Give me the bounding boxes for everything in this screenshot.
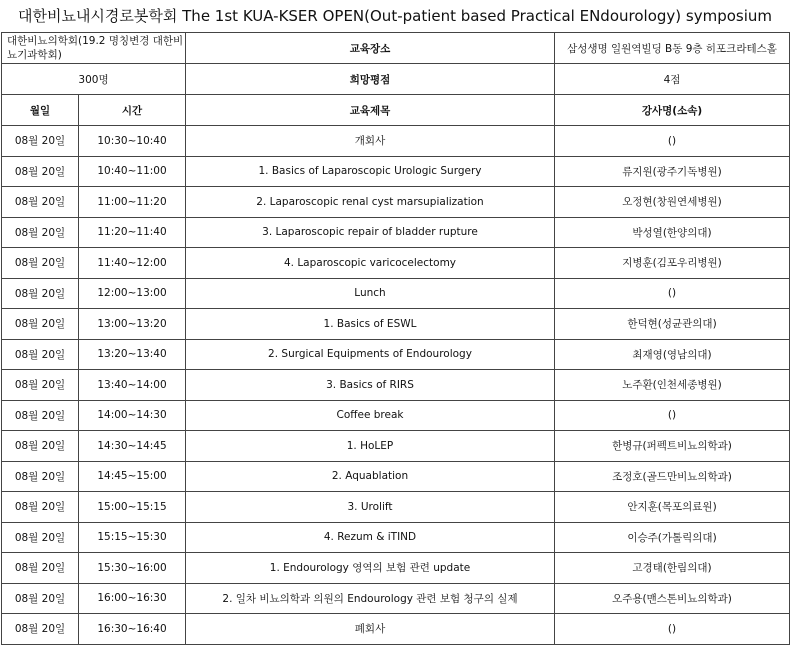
date-cell: 08월 20일 xyxy=(2,278,79,309)
time-cell: 15:30~16:00 xyxy=(79,553,186,584)
date-cell: 08월 20일 xyxy=(2,339,79,370)
time-cell: 13:20~13:40 xyxy=(79,339,186,370)
speaker-cell: 지병훈(김포우리병원) xyxy=(555,248,790,279)
table-row xyxy=(2,126,790,157)
date-cell: 08월 20일 xyxy=(2,522,79,553)
date-cell: 08월 20일 xyxy=(2,126,79,157)
table-row xyxy=(2,492,790,523)
time-cell: 14:00~14:30 xyxy=(79,400,186,431)
table-row xyxy=(2,156,790,187)
topic-cell: 2. 일차 비뇨의학과 의원의 Endourology 관련 보험 청구의 실제 xyxy=(186,583,555,614)
credit-value: 4점 xyxy=(555,64,790,95)
table-row xyxy=(2,553,790,584)
topic-cell: Coffee break xyxy=(186,400,555,431)
table-row xyxy=(2,217,790,248)
time-cell: 12:00~13:00 xyxy=(79,278,186,309)
speaker-cell: 한덕현(성균관의대) xyxy=(555,309,790,340)
topic-cell: 1. Basics of Laparoscopic Urologic Surgery xyxy=(186,156,555,187)
speaker-cell: 류지원(광주기독병원) xyxy=(555,156,790,187)
topic-cell: 1. Endourology 영역의 보험 관련 update xyxy=(186,553,555,584)
topic-cell: 4. Laparoscopic varicocelectomy xyxy=(186,248,555,279)
time-cell: 11:20~11:40 xyxy=(79,217,186,248)
date-cell: 08월 20일 xyxy=(2,492,79,523)
schedule-rows xyxy=(2,126,790,645)
speaker-cell: () xyxy=(555,126,790,157)
time-cell: 10:40~11:00 xyxy=(79,156,186,187)
organizer-cell: 대한비뇨의학회(19.2 명칭변경 대한비뇨기과학회) xyxy=(2,33,186,64)
time-cell: 13:40~14:00 xyxy=(79,370,186,401)
time-cell: 14:30~14:45 xyxy=(79,431,186,462)
topic-cell: 개회사 xyxy=(186,126,555,157)
speaker-cell: 노주환(인천세종병원) xyxy=(555,370,790,401)
time-cell: 14:45~15:00 xyxy=(79,461,186,492)
speaker-cell: 최재영(영남의대) xyxy=(555,339,790,370)
speaker-cell: 오정현(창원연세병원) xyxy=(555,187,790,218)
table-row xyxy=(2,309,790,340)
table-row xyxy=(2,583,790,614)
date-cell: 08월 20일 xyxy=(2,461,79,492)
date-cell: 08월 20일 xyxy=(2,309,79,340)
topic-cell: 2. Aquablation xyxy=(186,461,555,492)
table-header xyxy=(2,95,790,126)
speaker-cell: 오주용(맨스톤비뇨의학과) xyxy=(555,583,790,614)
topic-cell: 1. Basics of ESWL xyxy=(186,309,555,340)
speaker-cell: 조정호(골드만비뇨의학과) xyxy=(555,461,790,492)
table-row xyxy=(2,522,790,553)
topic-cell: 4. Rezum & iTIND xyxy=(186,522,555,553)
speaker-cell: () xyxy=(555,278,790,309)
speaker-cell: 한병규(퍼펙트비뇨의학과) xyxy=(555,431,790,462)
time-cell: 11:00~11:20 xyxy=(79,187,186,218)
table-row xyxy=(2,187,790,218)
column-header-topic: 교육제목 xyxy=(186,95,555,126)
table-row xyxy=(2,400,790,431)
speaker-cell: () xyxy=(555,400,790,431)
date-cell: 08월 20일 xyxy=(2,431,79,462)
topic-cell: 3. Laparoscopic repair of bladder rupture xyxy=(186,217,555,248)
date-cell: 08월 20일 xyxy=(2,400,79,431)
speaker-cell: () xyxy=(555,614,790,645)
date-cell: 08월 20일 xyxy=(2,553,79,584)
date-cell: 08월 20일 xyxy=(2,370,79,401)
venue-value: 삼성생명 일원역빌딩 B동 9층 히포크라테스홀 xyxy=(555,33,790,64)
date-cell: 08월 20일 xyxy=(2,217,79,248)
time-cell: 16:00~16:30 xyxy=(79,583,186,614)
time-cell: 15:15~15:30 xyxy=(79,522,186,553)
topic-cell: 폐회사 xyxy=(186,614,555,645)
topic-cell: 3. Basics of RIRS xyxy=(186,370,555,401)
topic-cell: 2. Surgical Equipments of Endourology xyxy=(186,339,555,370)
date-cell: 08월 20일 xyxy=(2,248,79,279)
info-section xyxy=(2,33,790,126)
topic-cell: Lunch xyxy=(186,278,555,309)
date-cell: 08월 20일 xyxy=(2,156,79,187)
column-header-date: 월일 xyxy=(2,95,79,126)
table-row xyxy=(2,370,790,401)
date-cell: 08월 20일 xyxy=(2,614,79,645)
date-cell: 08월 20일 xyxy=(2,583,79,614)
table-row xyxy=(2,431,790,462)
table-row xyxy=(2,339,790,370)
topic-cell: 2. Laparoscopic renal cyst marsupialization xyxy=(186,187,555,218)
page-title: 대한비뇨내시경로봇학회 The 1st KUA-KSER OPEN(Out-patient based Practical ENdourology) symposium xyxy=(17,7,772,25)
schedule-table xyxy=(1,32,790,645)
table-row xyxy=(2,614,790,645)
date-cell: 08월 20일 xyxy=(2,187,79,218)
time-cell: 13:00~13:20 xyxy=(79,309,186,340)
time-cell: 11:40~12:00 xyxy=(79,248,186,279)
info-row-credit xyxy=(2,64,790,95)
speaker-cell: 고경태(한림의대) xyxy=(555,553,790,584)
info-row-venue xyxy=(2,33,790,64)
table-row xyxy=(2,461,790,492)
column-header-speaker: 강사명(소속) xyxy=(555,95,790,126)
table-row xyxy=(2,278,790,309)
capacity-value: 300명 xyxy=(2,64,186,95)
credit-label: 희망평점 xyxy=(186,64,555,95)
speaker-cell: 이승주(가톨릭의대) xyxy=(555,522,790,553)
speaker-cell: 안지훈(목포의료원) xyxy=(555,492,790,523)
topic-cell: 3. Urolift xyxy=(186,492,555,523)
table-row xyxy=(2,248,790,279)
topic-cell: 1. HoLEP xyxy=(186,431,555,462)
speaker-cell: 박성열(한양의대) xyxy=(555,217,790,248)
time-cell: 10:30~10:40 xyxy=(79,126,186,157)
column-header-time: 시간 xyxy=(79,95,186,126)
time-cell: 16:30~16:40 xyxy=(79,614,186,645)
venue-label: 교육장소 xyxy=(186,33,555,64)
time-cell: 15:00~15:15 xyxy=(79,492,186,523)
